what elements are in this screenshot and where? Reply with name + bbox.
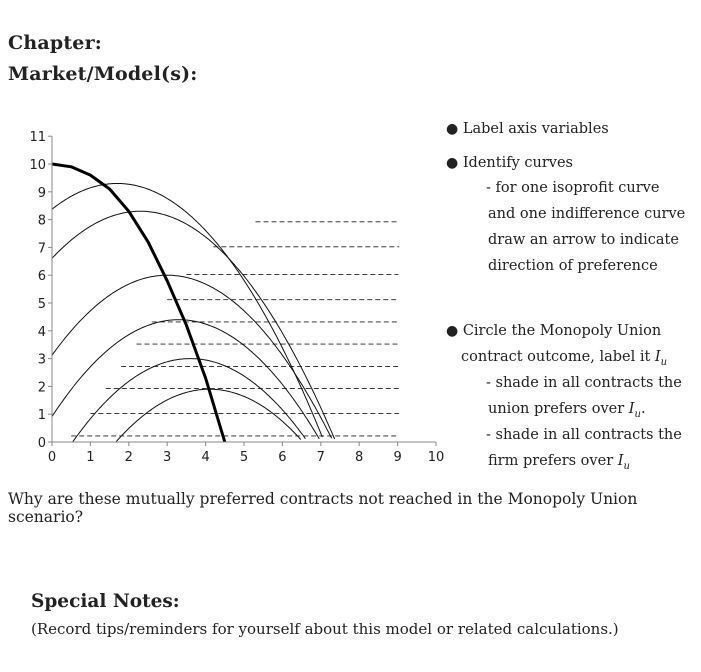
chart-ticks	[29, 130, 444, 465]
x-tick-label: 9	[393, 450, 402, 465]
instruction-identify-curves: Identify curves	[462, 155, 573, 171]
instruction-subline: direction of preference	[488, 258, 658, 274]
y-tick-label: 2	[37, 380, 46, 396]
y-tick-label: 0	[37, 436, 46, 451]
y-tick-label: 5	[37, 297, 46, 312]
x-tick-label: 6	[278, 450, 287, 465]
y-tick-label: 9	[37, 185, 46, 201]
x-tick-label: 4	[201, 450, 210, 465]
instruction-item	[446, 323, 661, 339]
special-notes-title: Special Notes:	[31, 591, 180, 612]
bullet-icon: ●	[446, 323, 459, 339]
x-tick-label: 1	[86, 450, 95, 465]
instruction-subline: - shade in all contracts the	[486, 427, 682, 443]
bullet-icon: ●	[446, 121, 459, 137]
instruction-text: union prefers over	[488, 401, 625, 417]
labor-demand-line	[52, 164, 225, 442]
instruction-subline: union prefers over $I_u$.	[488, 401, 646, 420]
y-tick-label: 10	[29, 158, 46, 173]
instruction-text: firm prefers over	[488, 453, 614, 469]
iu-symbol: $I_u$	[654, 349, 668, 368]
isoprofit-curve	[52, 211, 335, 439]
instruction-item	[446, 121, 609, 137]
labor-demand-curve	[52, 164, 225, 442]
instruction-item	[446, 155, 573, 171]
instruction-subline: - for one isoprofit curve	[486, 180, 660, 196]
isoprofit-curve	[52, 320, 319, 439]
indifference-curves	[71, 222, 399, 436]
y-tick-label: 6	[37, 269, 46, 285]
instruction-text: contract outcome, label it	[461, 349, 651, 365]
instruction-circle-outcome: Circle the Monopoly Union	[462, 323, 662, 339]
model-chart	[0, 120, 450, 470]
x-tick-label: 2	[124, 450, 133, 465]
instruction-subline: - shade in all contracts the	[486, 375, 682, 391]
instruction-subline	[461, 349, 667, 368]
y-tick-label: 11	[29, 130, 46, 146]
x-tick-label: 5	[239, 450, 249, 465]
chapter-label: Chapter:	[8, 32, 103, 54]
bullet-icon: ●	[446, 155, 459, 171]
y-tick-label: 3	[37, 352, 46, 368]
market-model-label: Market/Model(s):	[8, 63, 198, 85]
y-tick-label: 7	[37, 241, 46, 257]
y-tick-label: 4	[37, 324, 46, 340]
iu-symbol: $I_u$	[617, 453, 630, 472]
instruction-label-axis: Label axis variables	[462, 121, 609, 137]
x-tick-label: 7	[316, 450, 325, 465]
instruction-subline	[488, 453, 630, 472]
instruction-subline: and one indifference curve	[488, 206, 686, 222]
x-tick-label: 3	[163, 450, 172, 465]
isoprofit-curves	[52, 184, 335, 471]
x-tick-label: 0	[47, 450, 57, 465]
instruction-subline: draw an arrow to indicate	[488, 232, 679, 248]
y-tick-label: 8	[37, 213, 46, 229]
iu-symbol: $I_u$	[628, 401, 641, 420]
y-tick-label: 1	[37, 408, 46, 424]
x-tick-label: 8	[355, 450, 364, 465]
x-tick-label: 10	[427, 450, 445, 465]
question-text: Why are these mutually preferred contracts not reached in the Monopoly Union scenario?	[8, 490, 638, 526]
special-notes-subtitle: (Record tips/reminders for yourself about this model or related calculations.)	[31, 620, 619, 638]
